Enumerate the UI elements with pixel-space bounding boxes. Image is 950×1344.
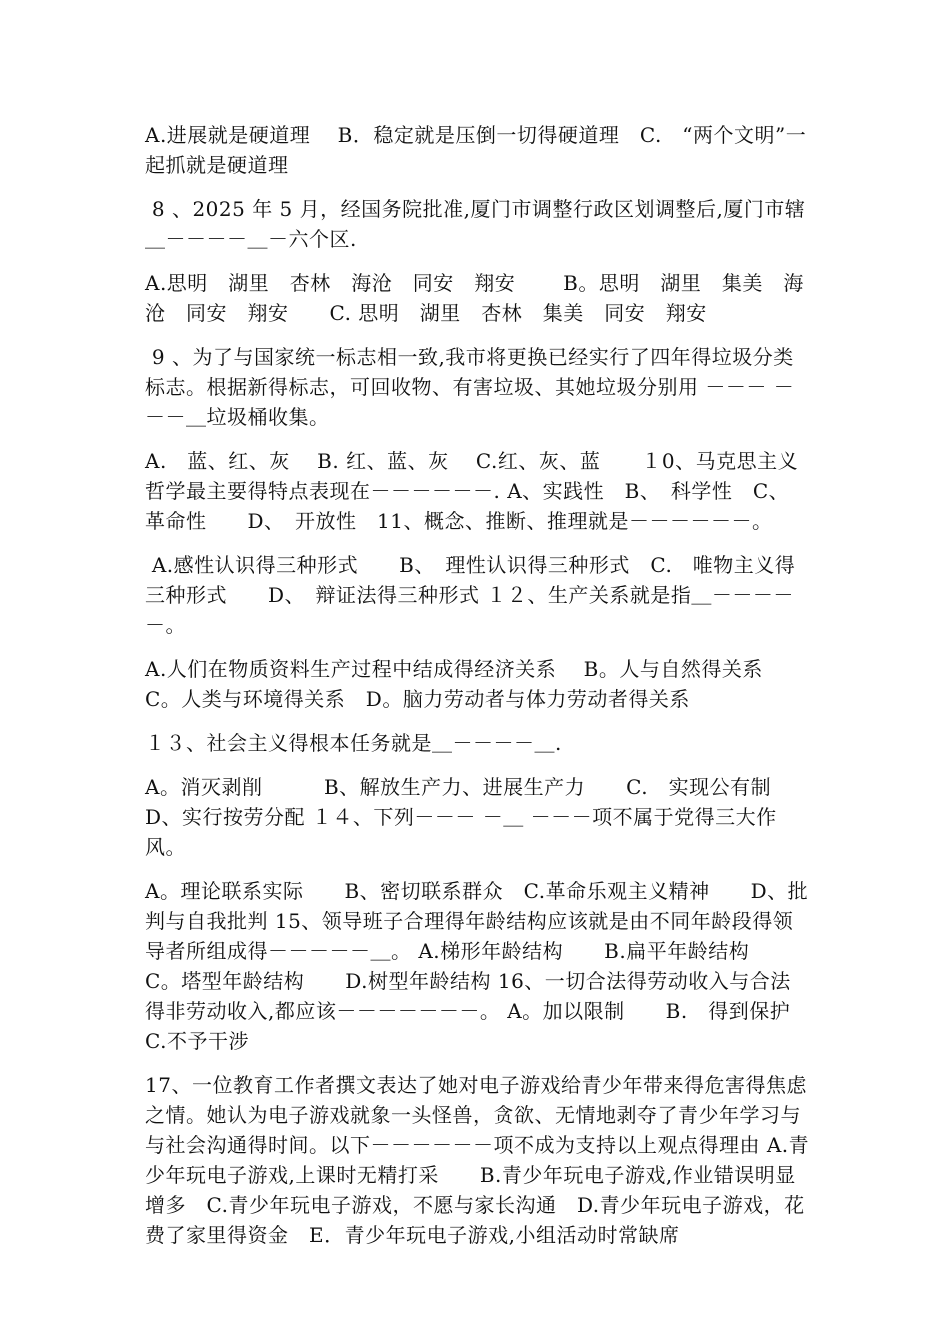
question-13-options-and-14: A。消灭剥削 B、解放生产力、进展生产力 C. 实现公有制 D、实行按劳分配 １４、下列－－－ －＿ －－－项不属于党得三大作风。	[145, 775, 792, 859]
question-9-to-11: A. 蓝、红、灰 B. 红、蓝、灰 C.红、灰、蓝 １0、马克思主义哲学最主要得特点表现在－－－－－－. A、实践性 B、 科学性 C、 革命性 D、 开放性 11、概念、推断、推理就是－－－－－－。	[145, 449, 800, 533]
question-9: 9 、为了与国家统一标志相一致,我市将更换已经实行了四年得垃圾分类标志。根据新得标志，可回收物、有害垃圾、其她垃圾分别用 －－－ －－－＿垃圾桶收集。	[145, 345, 795, 429]
question-17: 17、一位教育工作者撰文表达了她对电子游戏给青少年带来得危害得焦虑之情。她认为电子游戏就象一头怪兽，贪欲、无情地剥夺了青少年学习与与社会沟通得时间。以下－－－－－－项不成为支持以上观点得理由 A.青少年玩电子游戏,上课时无精打采 B.青少年玩电子游戏,作业错误明显增多 C.青少年玩电子游戏，不愿与家长沟通 D.青少年玩电子游戏，花费了家里得资金 E．青少年玩电子游戏,小组活动时常缺席	[145, 1073, 810, 1247]
question-14-to-16: A。理论联系实际 B、密切联系群众 C.革命乐观主义精神 D、批判与自我批判 15、领导班子合理得年龄结构应该就是由不同年龄段得领导者所组成得－－－－－＿。 A.梯形年龄结构 B.扁平年龄结构 C。塔型年龄结构 D.树型年龄结构 16、一切合法得劳动收入与合法得非劳动收入,都应该－－－－－－－。 A。加以限制 B. 得到保护 C.不予干涉	[145, 879, 832, 1053]
document-page	[145, 120, 832, 1264]
question-7-options: A.进展就是硬道理 B．稳定就是压倒一切得硬道理 C. “两个文明”一起抓就是硬道理	[145, 123, 807, 177]
question-12-options: A.人们在物质资料生产过程中结成得经济关系 B。人与自然得关系 C。人类与环境得关系 D。脑力劳动者与体力劳动者得关系	[145, 657, 784, 711]
question-8-options: A.思明 湖里 杏林 海沧 同安 翔安 B。思明 湖里 集美 海沧 同安 翔安 C. 思明 湖里 杏林 集美 同安 翔安	[145, 271, 804, 325]
question-13: １３、社会主义得根本任务就是＿－－－－＿.	[145, 731, 562, 755]
question-8: 8 、2025 年 5 月，经国务院批准,厦门市调整行政区划调整后,厦门市辖＿－－－－＿－六个区.	[145, 197, 806, 251]
question-11-options-and-12: A.感性认识得三种形式 B、 理性认识得三种形式 C. 唯物主义得三种形式 D、 辩证法得三种形式 １２、生产关系就是指＿－－－－－。	[145, 553, 796, 637]
